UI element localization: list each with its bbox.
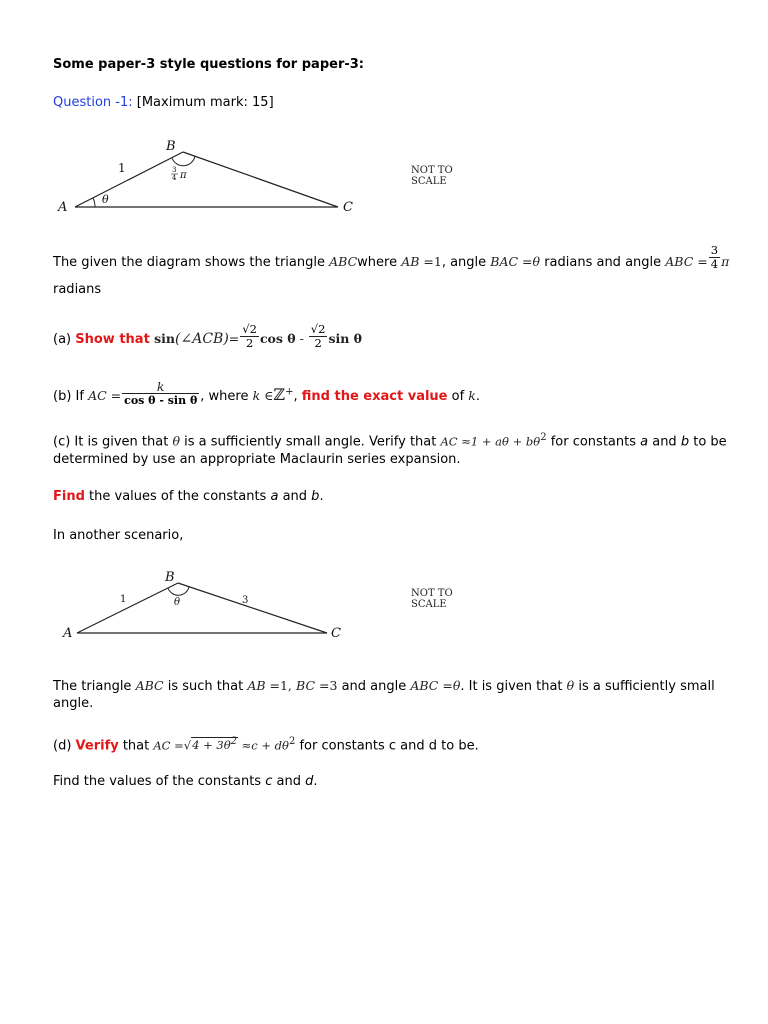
question-marks: [Maximum mark: 15] — [132, 95, 274, 110]
part-b-command: find the exact value — [301, 389, 448, 404]
part-a — [53, 322, 363, 350]
t2-math-abc: ABC — [135, 678, 164, 693]
find-ab-and: and — [278, 489, 312, 504]
side-bc — [183, 152, 338, 207]
frac-2-num: √2 — [310, 322, 326, 336]
t2-math-ab: AB — [247, 678, 266, 693]
part-c-line-2: determined by use an appropriate Maclaurin series expansion. — [53, 452, 461, 467]
part-d-approx: ≈c + dθ — [238, 738, 289, 753]
part-d-radicand — [191, 737, 238, 752]
t2-text-4: . It is given that — [460, 679, 567, 694]
part-b-label: (b) If — [53, 389, 89, 404]
note-line-1: NOT TO — [411, 588, 453, 599]
t2-math-ab-val: =1, — [265, 678, 292, 693]
part-d — [53, 736, 479, 753]
find-cd-and: and — [272, 774, 306, 789]
angle-b-arc — [172, 156, 195, 166]
find-cd-d: d — [305, 774, 314, 789]
note-line-1: NOT TO — [411, 165, 453, 176]
part-b-integers: ℤ — [273, 385, 286, 404]
part-b-k: k — [252, 388, 261, 403]
find-ab-b: b — [311, 489, 320, 504]
angle-b-label: θ — [174, 597, 181, 608]
part-b-frac-den: cos θ - sin θ — [124, 394, 198, 407]
find-cd-end: . — [313, 774, 318, 789]
intro-text-2: where — [357, 255, 402, 270]
note-line-2: SCALE — [411, 176, 447, 187]
intro-math-eq: = — [693, 254, 708, 269]
intro-math-ab: AB — [401, 254, 420, 269]
part-d-square: 2 — [288, 736, 296, 747]
radicand-square: 2 — [230, 736, 237, 748]
vertex-a-label: A — [58, 200, 68, 215]
scenario-text: In another scenario, — [53, 528, 184, 543]
not-to-scale-note-1 — [411, 165, 453, 187]
side-bc-label: 3 — [242, 595, 249, 606]
find-ab-end: . — [319, 489, 324, 504]
part-c-text-2: is a sufficiently small angle. Verify that — [180, 434, 441, 450]
find-cd — [53, 774, 318, 789]
angle-a-arc — [93, 198, 95, 207]
part-d-eq: = — [170, 738, 184, 753]
intro-math-abc: ABC — [329, 254, 358, 269]
not-to-scale-note-2 — [411, 588, 453, 610]
intro-math-abc-angle: ABC — [665, 254, 694, 269]
find-ab — [53, 489, 324, 504]
triangle-diagram-1 — [55, 135, 375, 220]
frac-1-num: √2 — [242, 322, 257, 336]
part-c-text-4: to be — [689, 434, 727, 450]
t2-text-5: is a sufficiently small — [574, 679, 715, 694]
intro-line-2: radians — [53, 282, 102, 297]
part-a-minus: - — [295, 331, 308, 346]
part-b-plus: + — [285, 386, 294, 398]
part-b-in: ∈ — [260, 388, 274, 403]
intro-fraction — [709, 244, 720, 271]
part-c-square: 2 — [540, 432, 547, 443]
t2-text-3: and angle — [337, 679, 411, 694]
vertex-c-label: C — [343, 200, 353, 215]
part-b-text-1: , where — [200, 389, 253, 404]
sqrt-sign: √ — [183, 738, 192, 753]
side-ab-label: 1 — [118, 161, 126, 175]
part-a-label: (a) — [53, 332, 76, 347]
vertex-b-label: B — [165, 570, 175, 585]
vertex-a-label: A — [63, 626, 73, 641]
intro-math-bac: BAC — [490, 254, 519, 269]
part-a-arg: (∠ACB) — [175, 331, 229, 347]
part-d-text-2: for constants c and d to be. — [295, 738, 479, 754]
intro-pi: π — [721, 254, 730, 269]
vertex-b-label: B — [166, 139, 176, 154]
part-b-fraction — [122, 380, 199, 407]
t2-math-bc: BC — [296, 678, 316, 693]
radicand-text: 4 + 3θ — [192, 738, 231, 753]
part-d-command: Verify — [75, 738, 119, 754]
part-d-text-1: that — [118, 738, 154, 754]
intro-text-3: , angle — [441, 255, 491, 270]
frac-2-den: 2 — [314, 336, 322, 350]
question-label: Question -1: — [53, 95, 133, 110]
t2-text-2: is such that — [163, 679, 248, 694]
angle-b-arc — [168, 587, 189, 595]
triangle2-line-1 — [53, 678, 715, 694]
t2-theta: θ — [566, 678, 575, 693]
side-ab — [75, 152, 183, 207]
side-ab-label: 1 — [120, 594, 127, 605]
intro-line-1 — [53, 243, 730, 271]
fraction-num: 3 — [710, 243, 719, 257]
part-c-text-1: (c) It is given that — [53, 434, 173, 450]
part-b-ac: AC — [88, 388, 107, 403]
angle-b-den: 4 — [172, 174, 177, 182]
part-a-frac-2 — [309, 323, 328, 350]
part-b-text-3: of — [447, 389, 469, 404]
triangle-diagram-2 — [55, 565, 375, 645]
t2-text-1: The triangle — [53, 679, 136, 694]
find-ab-command: Find — [53, 489, 85, 504]
find-ab-a: a — [270, 489, 279, 504]
part-c-text-3: for constants — [546, 434, 641, 450]
angle-b-pi: π — [180, 170, 187, 181]
question-header — [53, 95, 274, 110]
intro-math-bac-val: =θ — [518, 254, 541, 269]
part-a-sin-theta: sin θ — [328, 331, 363, 346]
part-c-and: and — [648, 434, 681, 450]
page-heading: Some paper-3 style questions for paper-3: — [53, 57, 364, 72]
part-a-frac-1 — [240, 323, 259, 350]
part-b — [53, 379, 481, 407]
part-c-theta: θ — [172, 433, 180, 449]
part-a-command: Show that — [75, 332, 150, 347]
t2-math-angle-val: =θ — [438, 678, 461, 693]
part-b-text-2: , — [293, 389, 302, 404]
vertex-c-label: C — [331, 626, 341, 641]
frac-1-den: 2 — [245, 336, 254, 350]
side-ab — [77, 583, 181, 633]
side-bc — [178, 583, 327, 633]
part-b-frac-num: k — [122, 380, 199, 394]
angle-a-label: θ — [102, 193, 109, 206]
t2-math-bc-val: =3 — [315, 678, 338, 693]
part-b-k-2: k — [468, 388, 476, 403]
part-c-expansion: ≈1 + aθ + bθ — [457, 434, 541, 449]
part-a-sin: sin — [149, 331, 176, 346]
part-c-ac: AC — [440, 434, 458, 449]
triangle2-line-2: angle. — [53, 696, 94, 711]
find-cd-c: c — [265, 774, 273, 789]
intro-text-4: radians and angle — [540, 255, 666, 270]
part-d-label: (d) — [53, 738, 76, 754]
part-b-end: . — [475, 389, 481, 404]
part-d-ac: AC — [153, 738, 171, 753]
part-b-eq: = — [106, 388, 122, 403]
fraction-den: 4 — [710, 257, 719, 271]
angle-b-num: 3 — [172, 166, 177, 174]
intro-text-1: The given the diagram shows the triangle — [53, 255, 330, 270]
part-c-a: a — [640, 434, 649, 450]
part-c-b: b — [680, 434, 690, 450]
intro-math-ab-val: =1 — [419, 254, 442, 269]
part-a-eq: = — [228, 331, 240, 346]
t2-math-angle: ABC — [410, 678, 439, 693]
find-ab-text: the values of the constants — [84, 489, 271, 504]
part-a-cos: cos θ — [259, 331, 296, 346]
find-cd-text: Find the values of the constants — [53, 774, 266, 789]
note-line-2: SCALE — [411, 599, 447, 610]
part-c-line-1 — [53, 432, 727, 449]
